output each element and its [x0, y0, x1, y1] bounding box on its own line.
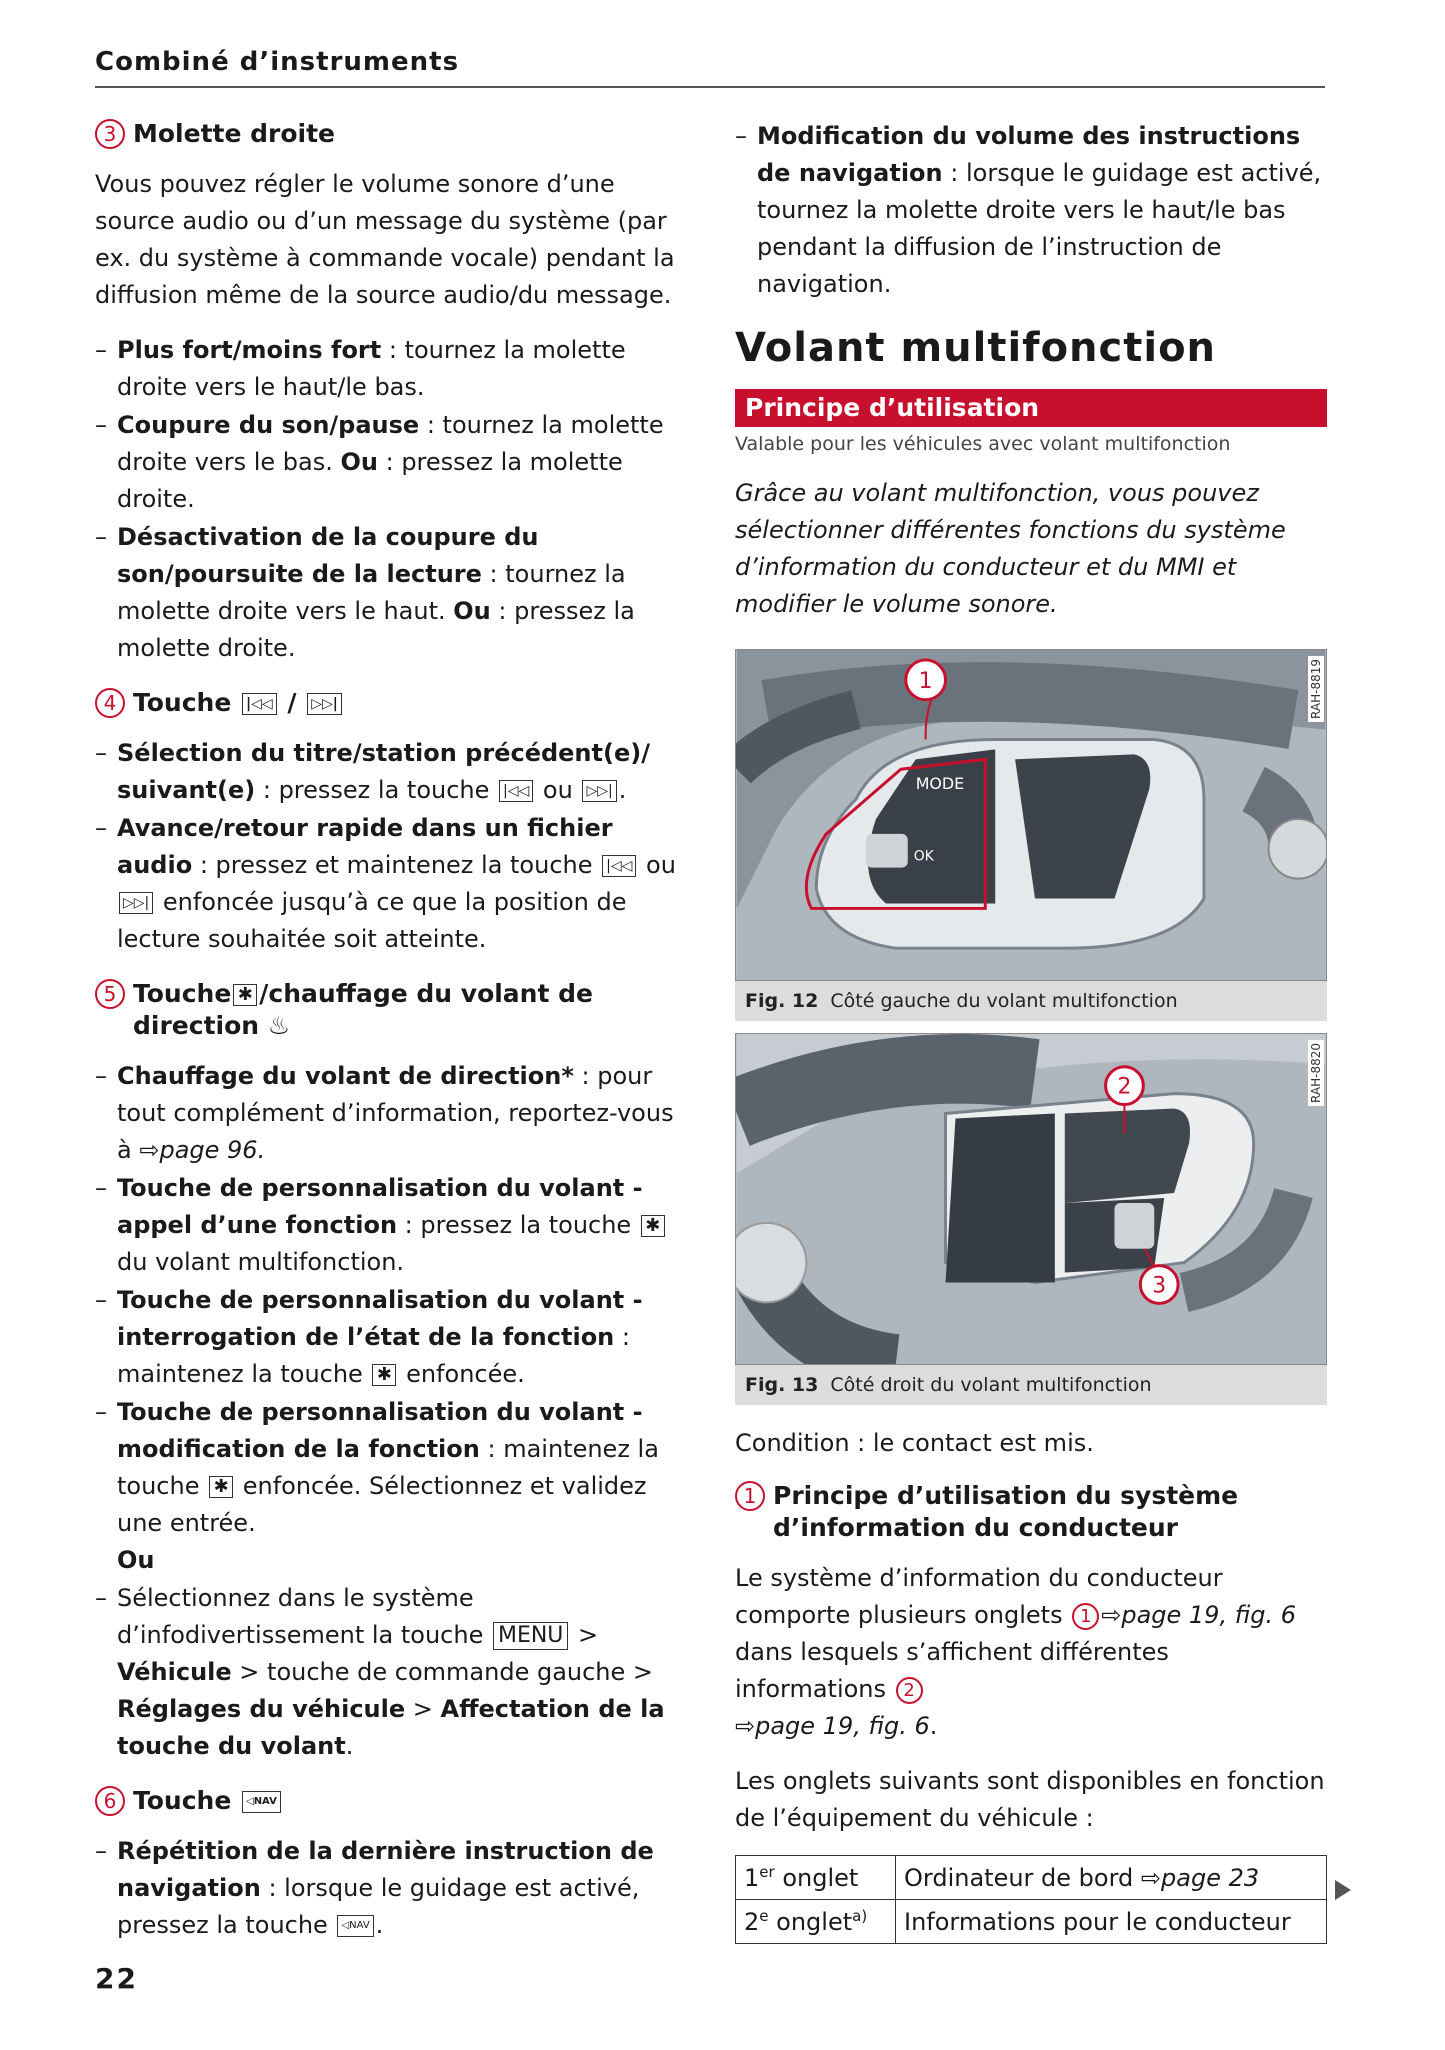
page-reference-link[interactable]: page 19, fig. 6 [755, 1712, 930, 1740]
steering-wheel-left-illustration [736, 650, 1326, 980]
steering-heat-icon: ♨ [267, 1011, 291, 1040]
list-item: – Sélection du titre/station précédent(e)/ suivant(e) : pressez la touche |◁◁ ou ▷▷| . [95, 735, 695, 809]
figure-13 [735, 1033, 1327, 1405]
page-reference-link[interactable]: page 96 [159, 1136, 258, 1164]
table-row [736, 1900, 1327, 1944]
callout-2: 2 [896, 1677, 923, 1704]
prev-track-key-icon: |◁◁ [602, 855, 636, 877]
list-item: – Avance/retour rapide dans un fichier audio : pressez et maintenez la touche |◁◁ ou ▷▷| enfoncée jusqu’à ce que la position de lecture souhaitée soit atteinte. [95, 810, 695, 958]
right-column [735, 118, 1327, 1944]
list-item: – Chauffage du volant de direction* : pour tout complément d’information, reportez-vous à ⇨page 96. [95, 1058, 695, 1169]
figure-13-illustration [735, 1033, 1327, 1365]
figure-12-caption: Fig. 12 Côté gauche du volant multifonction [745, 990, 1178, 1012]
callout-1: 1 [735, 1481, 765, 1511]
section-6-heading [95, 1785, 695, 1817]
table-row [736, 1856, 1327, 1900]
table-cell: Ordinateur de bord ⇨page 23 [896, 1856, 1327, 1900]
section-3-heading [95, 118, 695, 150]
running-header: Combiné d’instruments [95, 47, 460, 77]
ref-arrow-icon: ⇨ [1101, 1601, 1122, 1629]
section-6-title: Touche [133, 1786, 232, 1815]
prev-track-key-icon: |◁◁ [242, 693, 277, 715]
section-banner: Principe d’utilisation [735, 389, 1327, 427]
steering-wheel-right-illustration [736, 1034, 1326, 1364]
left-column [95, 118, 695, 1964]
tabs-table [735, 1855, 1327, 1944]
callout-3: 3 [95, 119, 125, 149]
star-key-icon: ✱ [233, 984, 257, 1006]
ok-label: OK [913, 848, 934, 865]
list-item: – Désactivation de la coupure du son/poursuite de la lecture : tournez la molette droite vers le haut. Ou : pressez la molette droite. [95, 519, 695, 667]
list-item: – Touche de personnalisation du volant - appel d’une fonction : pressez la touche ✱ du volant multifonction. [95, 1170, 695, 1281]
table-cell: Informations pour le conducteur [896, 1900, 1327, 1944]
page-number: 22 [95, 1962, 138, 1995]
section-1-heading [735, 1480, 1327, 1544]
star-key-icon: ✱ [641, 1215, 665, 1237]
section-4-title: Touche [133, 688, 232, 717]
ref-arrow-icon: ⇨ [139, 1136, 160, 1164]
page-reference-link[interactable]: page 23 [1161, 1863, 1260, 1892]
callout-6: 6 [95, 1786, 125, 1816]
section-4-heading: 4 Touche |◁◁ / ▷▷| [95, 687, 695, 719]
ref-arrow-icon: ⇨ [1140, 1863, 1162, 1892]
banner-subtitle: Valable pour les véhicules avec volant multifonction [735, 433, 1231, 455]
nav-key-icon: ◁NAV [242, 1791, 281, 1813]
section-3-paragraph: Vous pouvez régler le volume sonore d’une source audio ou d’un message du système (par ex. du système à commande vocale) pendant la diffusion même de la source audio/du message. [95, 170, 675, 309]
list-item: – Coupure du son/pause : tournez la molette droite vers le bas. Ou : pressez la molette droite. [95, 407, 695, 518]
figure-12-callout-1: 1 [918, 668, 933, 694]
callout-1: 1 [1072, 1603, 1099, 1630]
table-cell: 2e onglet$^{a)}$ [736, 1900, 896, 1944]
page-reference-link[interactable]: page 19, fig. 6 [1121, 1601, 1296, 1629]
next-track-key-icon: ▷▷| [307, 693, 342, 715]
list-item: – Sélectionnez dans le système d’infodivertissement la touche MENU > Véhicule > touche de commande gauche > Réglages du véhicule > Affectation de la touche du volant. [95, 1580, 695, 1765]
figure-12-code: RAH-8819 [1308, 656, 1324, 722]
list-item: – Modification du volume des instructions de navigation : lorsque le guidage est activé, tournez la molette droite vers le haut/le bas pendant la diffusion de l’instruction de navigation. [735, 118, 1327, 303]
section-3-list [95, 332, 695, 667]
section-5-list [95, 1058, 695, 1765]
next-page-arrow-icon [1335, 1880, 1351, 1900]
section-1-paragraph: Le système d’information du conducteur comporte plusieurs onglets 1 ⇨page 19, fig. 6 dans lesquels s’affichent différentes informations 2 ⇨page 19, fig. 6. [735, 1564, 1296, 1740]
figure-12-illustration [735, 649, 1327, 981]
section-5-heading: 5 Touche ✱ /chauffage du volant de direction ♨ [95, 978, 695, 1042]
tabs-intro: Les onglets suivants sont disponibles en fonction de l’équipement du véhicule : [735, 1767, 1325, 1832]
next-track-key-icon: ▷▷| [119, 892, 153, 914]
intro-paragraph: Grâce au volant multifonction, vous pouvez sélectionner différentes fonctions du système d’information du conducteur et du MMI et modifier le volume sonore. [735, 479, 1286, 618]
callout-4: 4 [95, 688, 125, 718]
star-key-icon: ✱ [209, 1476, 233, 1498]
menu-key-icon: MENU [493, 1622, 568, 1650]
ref-arrow-icon: ⇨ [735, 1712, 756, 1740]
prev-track-key-icon: |◁◁ [499, 780, 533, 802]
table-cell: 1er onglet [736, 1856, 896, 1900]
section-6-list [95, 1833, 695, 1944]
section-3-title: Molette droite [133, 119, 336, 148]
figure-13-code: RAH-8820 [1308, 1040, 1324, 1106]
list-item: – Touche de personnalisation du volant - modification de la fonction : maintenez la touche ✱ enfoncée. Sélectionnez et validez une entrée. Ou [95, 1394, 695, 1579]
section-4-list [95, 735, 695, 958]
mode-label: MODE [915, 774, 965, 794]
list-item: – Répétition de la dernière instruction de navigation : lorsque le guidage est activé, pressez la touche ◁NAV . [95, 1833, 695, 1944]
star-key-icon: ✱ [372, 1364, 396, 1386]
callout-5: 5 [95, 979, 125, 1009]
list-item: – Plus fort/moins fort : tournez la molette droite vers le haut/le bas. [95, 332, 695, 406]
continued-list [735, 118, 1327, 303]
figure-13-caption: Fig. 13 Côté droit du volant multifonction [745, 1374, 1152, 1396]
list-item: – Touche de personnalisation du volant - interrogation de l’état de la fonction : maintenez la touche ✱ enfoncée. [95, 1282, 695, 1393]
condition-text: Condition : le contact est mis. [735, 1429, 1094, 1457]
section-1-title: Principe d’utilisation du système d’information du conducteur [773, 1481, 1239, 1542]
header-rule [95, 86, 1325, 88]
next-track-key-icon: ▷▷| [582, 780, 616, 802]
figure-13-callout-3: 3 [1152, 1273, 1167, 1299]
nav-key-icon: ◁NAV [337, 1915, 373, 1937]
chapter-title: Volant multifonction [735, 325, 1217, 371]
figure-12 [735, 649, 1327, 1021]
figure-13-callout-2: 2 [1117, 1074, 1132, 1100]
section-5-title: Touche [133, 979, 232, 1008]
